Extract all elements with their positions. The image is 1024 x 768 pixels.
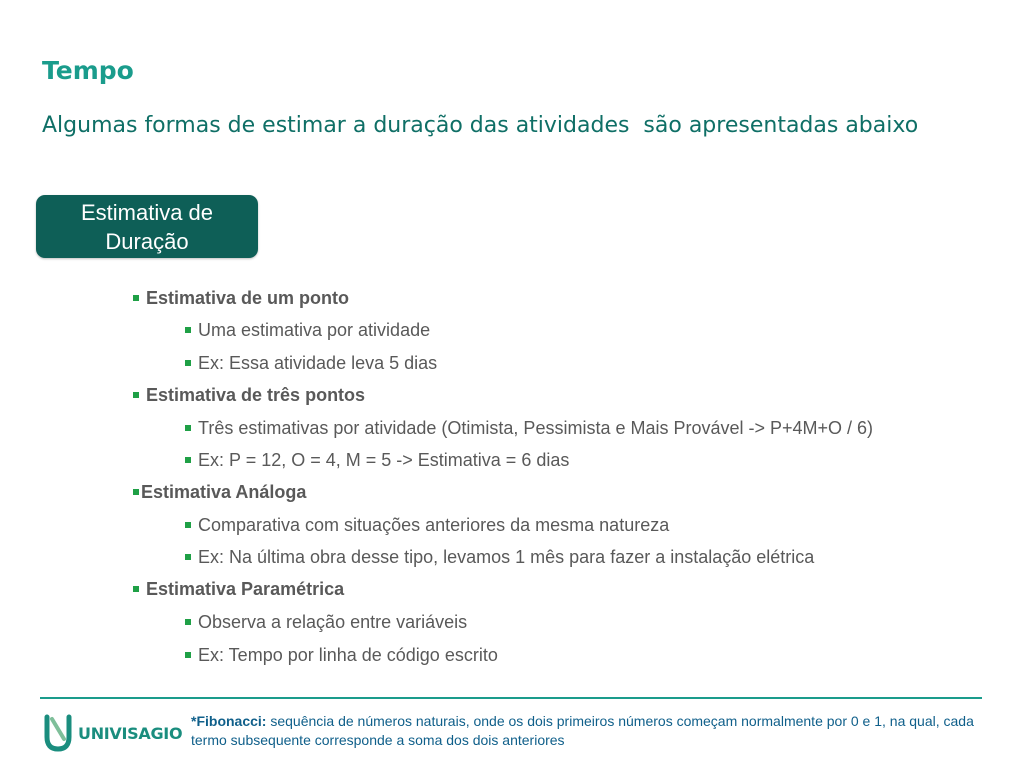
- bullet-label: Estimativa Paramétrica: [146, 579, 345, 599]
- square-bullet-icon: [185, 360, 191, 366]
- square-bullet-icon: [133, 489, 139, 495]
- list-item-level2: [185, 546, 814, 568]
- square-bullet-icon: [185, 425, 191, 431]
- slide-title: Tempo: [42, 56, 134, 85]
- footnote-term: *Fibonacci:: [191, 713, 267, 729]
- list-item-level2: [185, 319, 430, 341]
- square-bullet-icon: [185, 554, 191, 560]
- badge-label: [57, 198, 237, 256]
- square-bullet-icon: [185, 522, 191, 528]
- list-item-level1: [133, 481, 306, 503]
- list-item-level2: [185, 352, 437, 374]
- bullet-text: Ex: P = 12, O = 4, M = 5 -> Estimativa = 6 dias: [198, 450, 570, 470]
- list-item-level1: [133, 578, 344, 600]
- bullet-text: Ex: Essa atividade leva 5 dias: [198, 353, 438, 373]
- badge-line-1: Estimativa de: [80, 199, 214, 225]
- square-bullet-icon: [185, 457, 191, 463]
- bullet-text: Ex: Na última obra desse tipo, levamos 1 mês para fazer a instalação elétrica: [198, 547, 815, 567]
- square-bullet-icon: [133, 586, 139, 592]
- list-item-level2: [185, 514, 669, 536]
- square-bullet-icon: [185, 327, 191, 333]
- list-item-level2: [185, 449, 569, 471]
- footer-divider: [40, 697, 982, 699]
- bullet-text: Observa a relação entre variáveis: [198, 612, 468, 632]
- footnote: [191, 712, 991, 750]
- bullet-text: Comparativa com situações anteriores da mesma natureza: [198, 515, 670, 535]
- estimativa-badge: [36, 195, 258, 258]
- list-item-level2: [185, 417, 873, 439]
- footnote-text: sequência de números naturais, onde os dois primeiros números começam normalmente por 0 e 1, na qual, cada termo subsequente corresponde a soma dos dois anteriores: [191, 713, 974, 748]
- list-item-level1: [133, 287, 349, 309]
- logo-u-icon: [44, 713, 72, 753]
- bullet-text: Ex: Tempo por linha de código escrito: [198, 645, 498, 665]
- bullet-label: Estimativa de três pontos: [146, 385, 366, 405]
- univisagio-logo: [44, 713, 182, 753]
- square-bullet-icon: [185, 619, 191, 625]
- bullet-label: Estimativa Análoga: [141, 482, 307, 502]
- bullet-text: Uma estimativa por atividade: [198, 320, 431, 340]
- bullet-label: Estimativa de um ponto: [146, 288, 350, 308]
- square-bullet-icon: [133, 295, 139, 301]
- square-bullet-icon: [185, 652, 191, 658]
- list-item-level2: [185, 644, 498, 666]
- list-item-level2: [185, 611, 467, 633]
- square-bullet-icon: [133, 392, 139, 398]
- slide-subtitle: Algumas formas de estimar a duração das atividades são apresentadas abaixo: [42, 113, 919, 138]
- badge-line-2: Duração: [105, 228, 189, 254]
- list-item-level1: [133, 384, 365, 406]
- logo-text: UNIVISAGIO: [78, 723, 183, 743]
- bullet-text: Três estimativas por atividade (Otimista, Pessimista e Mais Provável -> P+4M+O / 6): [198, 418, 874, 438]
